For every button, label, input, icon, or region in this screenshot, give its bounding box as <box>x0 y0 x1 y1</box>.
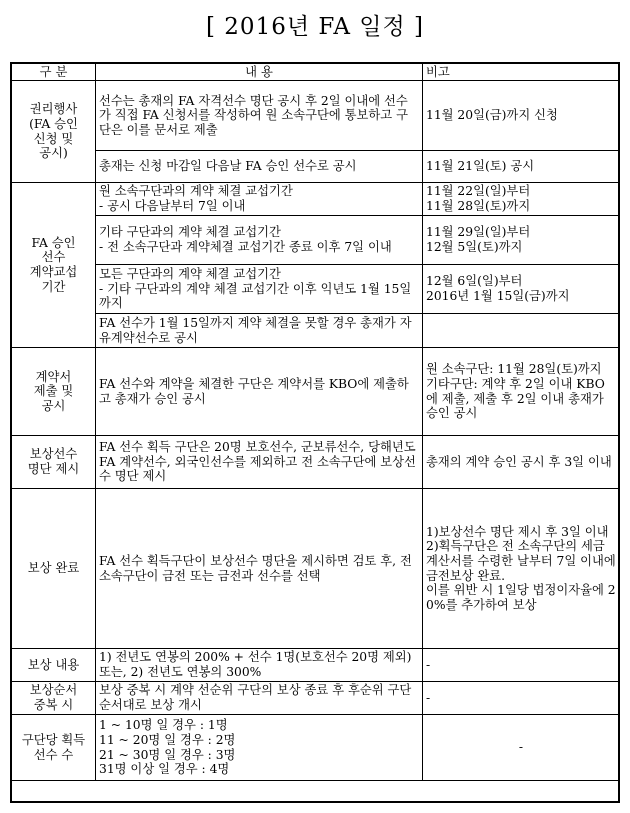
table-row <box>12 489 620 649</box>
note-cell: 1)보상선수 명단 제시 후 3일 이내 2)획득구단은 전 소속구단의 세금 계산서를 수령한 날부터 7일 이내에 금전보상 완료. 이를 위반 시 1일당 법정이자율에 20%를 추가하여 보상 <box>423 489 620 649</box>
category-cell: 계약서 제출 및 공시 <box>12 348 96 436</box>
category-cell: 보상순서 중복 시 <box>12 682 96 715</box>
note-cell: 11월 22일(일)부터 11월 28일(토)까지 <box>423 183 620 216</box>
content-cell: 기타 구단과의 계약 체결 교섭기간 - 전 소속구단과 계약체결 교섭기간 종료 이후 7일 이내 <box>96 216 423 265</box>
content-cell: 1) 전년도 연봉의 200% + 선수 1명(보호선수 20명 제외) 또는, 2) 전년도 연봉의 300% <box>96 649 423 682</box>
page-title: [ 2016년 FA 일정 ] <box>206 14 424 40</box>
table-row <box>12 715 620 781</box>
note-cell: - <box>423 682 620 715</box>
category-cell: 보상 완료 <box>12 489 96 649</box>
table-row <box>12 81 620 151</box>
table-row <box>12 682 620 715</box>
content-cell: FA 선수가 1월 15일까지 계약 체결을 못할 경우 총재가 자유계약선수로 공시 <box>96 314 423 348</box>
header-content: 내 용 <box>96 64 423 81</box>
table-frame-right <box>618 62 620 803</box>
table-row <box>12 436 620 489</box>
table-row <box>12 314 620 348</box>
header-category: 구 분 <box>12 64 96 81</box>
category-cell: 구단당 획득 선수 수 <box>12 715 96 781</box>
note-cell: - <box>423 649 620 682</box>
note-cell: 11월 20일(금)까지 신청 <box>423 81 620 151</box>
category-cell: 보상선수 명단 제시 <box>12 436 96 489</box>
category-cell: FA 승인 선수 계약교섭 기간 <box>12 183 96 348</box>
table-frame-top <box>11 62 619 64</box>
content-cell: FA 선수 획득구단이 보상선수 명단을 제시하면 검토 후, 전 소속구단이 금전 또는 금전과 선수를 선택 <box>96 489 423 649</box>
content-cell: 1 ~ 10명 일 경우 : 1명 11 ~ 20명 일 경우 : 2명 21 ~ 30명 일 경우 : 3명 31명 이상 일 경우 : 4명 <box>96 715 423 781</box>
content-cell: 원 소속구단과의 계약 체결 교섭기간 - 공시 다음날부터 7일 이내 <box>96 183 423 216</box>
note-cell: 11월 29일(일)부터 12월 5일(토)까지 <box>423 216 620 265</box>
note-cell: - <box>423 715 620 781</box>
table-header-row <box>12 64 620 81</box>
content-cell: 총재는 신청 마감일 다음날 FA 승인 선수로 공시 <box>96 151 423 183</box>
category-cell: 보상 내용 <box>12 649 96 682</box>
content-cell: 선수는 총재의 FA 자격선수 명단 공시 후 2일 이내에 선수가 직접 FA 신청서를 작성하여 원 소속구단에 통보하고 구단은 이를 문서로 제출 <box>96 81 423 151</box>
fa-schedule-table <box>11 63 620 781</box>
table-row <box>12 216 620 265</box>
note-cell: 총재의 계약 승인 공시 후 3일 이내 <box>423 436 620 489</box>
content-cell: 보상 중복 시 계약 선순위 구단의 보상 종료 후 후순위 구단 순서대로 보상 개시 <box>96 682 423 715</box>
table-row <box>12 649 620 682</box>
category-cell: 권리행사 (FA 승인 신청 및 공시) <box>12 81 96 183</box>
content-cell: FA 선수와 계약을 체결한 구단은 계약서를 KBO에 제출하고 총재가 승인 공시 <box>96 348 423 436</box>
table-row <box>12 265 620 314</box>
note-cell: 12월 6일(일)부터 2016년 1월 15일(금)까지 <box>423 265 620 314</box>
table-row <box>12 151 620 183</box>
table-row <box>12 348 620 436</box>
note-cell: 원 소속구단: 11월 28일(토)까지 기타구단: 계약 후 2일 이내 KBO에 제출, 제출 후 2일 이내 총재가 승인 공시 <box>423 348 620 436</box>
content-cell: FA 선수 획득 구단은 20명 보호선수, 군보류선수, 당해년도 FA 계약선수, 외국인선수를 제외하고 전 소속구단에 보상선수 명단 제시 <box>96 436 423 489</box>
header-note: 비고 <box>423 64 620 81</box>
table-frame-left <box>10 62 12 803</box>
note-cell: 11월 21일(토) 공시 <box>423 151 620 183</box>
content-cell: 모든 구단과의 계약 체결 교섭기간 - 기타 구단과의 계약 체결 교섭기간 이후 익년도 1월 15일까지 <box>96 265 423 314</box>
note-cell <box>423 314 620 348</box>
table-frame-bottom <box>11 801 619 803</box>
table-row <box>12 183 620 216</box>
